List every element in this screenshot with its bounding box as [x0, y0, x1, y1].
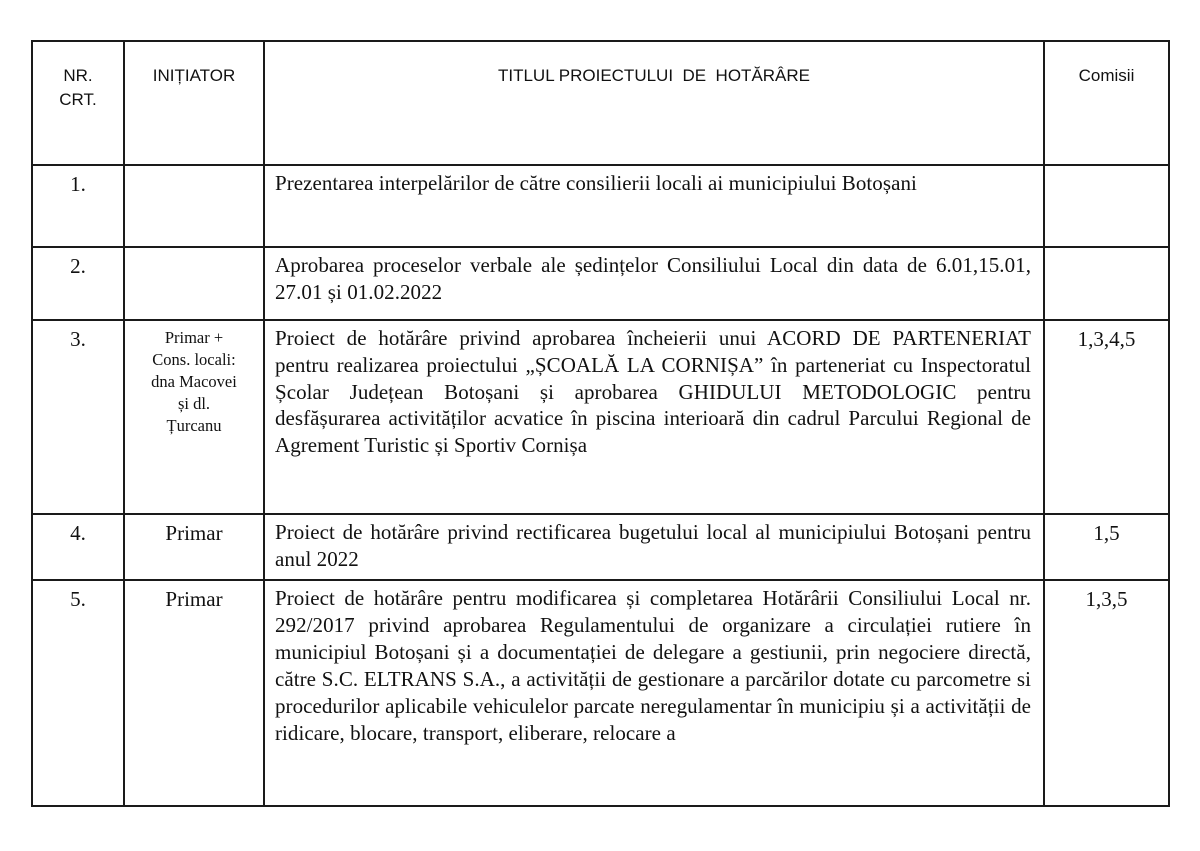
- row-title: Proiect de hotărâre privind rectificarea bugetului local al municipiului Botoșani pentru anul 2022: [264, 514, 1044, 580]
- row-number: 5.: [32, 580, 124, 806]
- initiator-line: Primar +: [164, 328, 224, 347]
- initiator-line: Țurcanu: [166, 416, 222, 435]
- row-title: Proiect de hotărâre pentru modificarea și completarea Hotărârii Consiliului Local nr. 292/2017 privind aprobarea Regulamentului de organizare a circulației rutiere în municipiul Botoșani și a documentației de delegare a gestiunii, prin negociere directă, către S.C. ELTRANS S.A., a activității de gestionare a parcărilor dotate cu parcometre si procedurilor aplicabile vehiculelor parcate neregulamentar în municipiu și a activității de ridicare, blocare, transport, eliberare, relocare a: [264, 580, 1044, 806]
- table-row: [32, 165, 1169, 247]
- row-commissions: 1,3,5: [1044, 580, 1169, 806]
- row-commissions: 1,3,4,5: [1044, 320, 1169, 514]
- row-number: 3.: [32, 320, 124, 514]
- header-nr-crt: [32, 41, 124, 165]
- row-initiator: [124, 247, 264, 320]
- initiator-line: și dl.: [177, 394, 211, 413]
- header-title: TITLUL PROIECTULUI DE HOTĂRÂRE: [264, 41, 1044, 165]
- row-initiator: Primar: [124, 514, 264, 580]
- row-title: Aprobarea proceselor verbale ale ședințelor Consiliului Local din data de 6.01,15.01, 27.01 și 01.02.2022: [264, 247, 1044, 320]
- row-commissions: 1,5: [1044, 514, 1169, 580]
- header-nr-line-1: NR.: [63, 66, 93, 85]
- table-row: [32, 580, 1169, 806]
- row-number: 4.: [32, 514, 124, 580]
- row-initiator: [124, 165, 264, 247]
- row-commissions: [1044, 247, 1169, 320]
- table-row: [32, 320, 1169, 514]
- table-row: [32, 247, 1169, 320]
- row-initiator: Primar: [124, 580, 264, 806]
- header-nr-line-2: CRT.: [59, 90, 97, 109]
- row-number: 1.: [32, 165, 124, 247]
- agenda-table: [31, 40, 1170, 807]
- row-title: Prezentarea interpelărilor de către consilierii locali ai municipiului Botoșani: [264, 165, 1044, 247]
- header-commissions: Comisii: [1044, 41, 1169, 165]
- header-initiator: INIȚIATOR: [124, 41, 264, 165]
- row-initiator: [124, 320, 264, 514]
- initiator-line: dna Macovei: [151, 372, 237, 391]
- table-header-row: [32, 41, 1169, 165]
- table-row: [32, 514, 1169, 580]
- initiator-line: Cons. locali:: [152, 350, 236, 369]
- row-number: 2.: [32, 247, 124, 320]
- row-title: Proiect de hotărâre privind aprobarea încheierii unui ACORD DE PARTENERIAT pentru realizarea proiectului „ȘCOALĂ LA CORNIȘA” în parteneriat cu Inspectoratul Școlar Județean Botoșani și aprobarea GHIDULUI METODOLOGIC pentru desfășurarea activităților acvatice în piscina interioară din cadrul Parcului Regional de Agrement Turistic și Sportiv Cornișa: [264, 320, 1044, 514]
- row-commissions: [1044, 165, 1169, 247]
